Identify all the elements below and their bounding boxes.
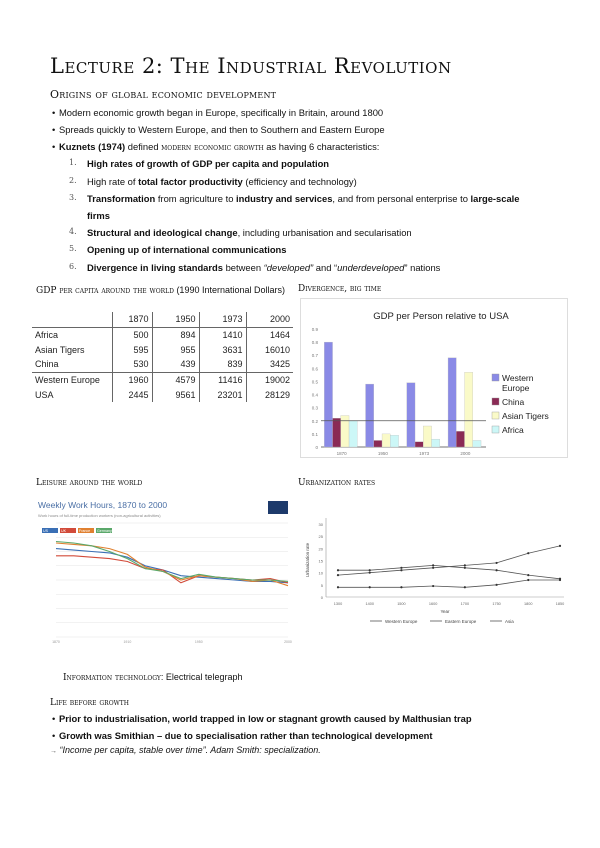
list-item: 1. High rates of growth of GDP per capita and population	[69, 158, 330, 169]
x-tick-label: 1950	[377, 451, 388, 456]
bar-china	[333, 418, 341, 447]
table-header-cell	[32, 312, 112, 327]
table-row: Africa 500 894 1410 1464	[32, 327, 293, 342]
legend-label: Western Europe	[385, 619, 418, 624]
series-line-france	[56, 543, 288, 586]
bar-western-europe	[448, 358, 456, 447]
data-point	[337, 586, 339, 588]
x-tick-label: 1700	[460, 602, 470, 606]
y-tick-label: 10	[318, 570, 323, 576]
series-line-western-europe	[338, 546, 560, 575]
data-point	[527, 552, 529, 554]
x-tick-label: 1800	[524, 602, 533, 606]
table-header-cell: 2000	[246, 312, 293, 327]
y-tick-label: 15	[318, 558, 323, 564]
list-item: 4. Structural and ideological change, including urbanisation and secularisation	[69, 227, 412, 238]
bar-asian-tigers	[382, 434, 390, 447]
y-tick-label: 0.7	[311, 353, 318, 359]
data-point	[337, 569, 339, 571]
divergence-chart	[301, 299, 567, 457]
legend-label: Asian Tigers	[502, 411, 549, 421]
data-point	[369, 569, 371, 571]
leisure-chart-frame	[36, 497, 292, 645]
publisher-logo	[268, 501, 288, 514]
data-point	[432, 564, 434, 566]
y-tick-label: 0.8	[311, 340, 318, 346]
bar-asian-tigers	[423, 426, 431, 447]
divergence-heading: Divergence, big time	[298, 284, 382, 294]
bar-africa	[432, 439, 440, 447]
x-tick-label: 1870	[52, 640, 60, 644]
data-point	[400, 567, 402, 569]
series-line-germany	[56, 542, 288, 582]
info-tech-line: Information technology: Electrical telegraph	[63, 672, 243, 683]
x-tick-label: 1300	[333, 602, 343, 606]
gdp-table	[32, 312, 293, 402]
data-point	[400, 586, 402, 588]
list-item: 6. Divergence in living standards between “developed” and “underdeveloped” nations	[69, 262, 441, 273]
leisure-chart	[36, 497, 292, 645]
legend-label: Germany	[97, 529, 112, 533]
y-tick-label: 25	[318, 534, 323, 540]
x-tick-label: 1973	[419, 451, 430, 456]
urbanization-chart	[300, 494, 570, 634]
data-point	[432, 585, 434, 587]
x-tick-label: 2000	[460, 451, 471, 456]
bar-western-europe	[407, 383, 415, 447]
x-tick-label: 1850	[555, 602, 565, 606]
data-point	[369, 586, 371, 588]
y-tick-label: 20	[318, 546, 323, 552]
data-point	[432, 567, 434, 569]
list-item-continued: firms	[87, 210, 110, 221]
y-tick-label: 30	[318, 522, 323, 527]
gdp-table-heading: GDP per capita around the world (1990 International Dollars)	[36, 285, 285, 296]
bullet-item: • Modern economic growth began in Europe, specifically in Britain, around 1800	[59, 107, 383, 118]
y-tick-label: 0.6	[311, 366, 318, 372]
legend-label: Asia	[505, 619, 514, 624]
x-tick-label: 1500	[397, 602, 406, 606]
urbanization-chart-frame	[300, 494, 570, 634]
legend-label: China	[502, 397, 525, 407]
table-header-cell: 1870	[112, 312, 152, 327]
legend-label: France	[79, 529, 91, 533]
bar-china	[415, 442, 423, 447]
data-point	[495, 569, 497, 571]
divergence-chart-frame	[300, 298, 568, 458]
x-tick-label: 1400	[365, 602, 374, 606]
data-point	[559, 545, 561, 547]
data-point	[495, 562, 497, 564]
bar-china	[456, 431, 464, 447]
y-tick-label: 0.9	[311, 327, 318, 332]
bullet-item: • Kuznets (1974) defined modern economic growth as having 6 characteristics:	[59, 141, 379, 153]
legend-swatch	[492, 426, 499, 433]
legend-swatch	[492, 412, 499, 419]
section-heading-origins: Origins of global economic development	[50, 88, 277, 101]
legend-swatch	[492, 398, 499, 405]
chart-title: GDP per Person relative to USA	[373, 311, 509, 322]
y-tick-label: 0.3	[311, 405, 318, 411]
x-tick-label: 1750	[492, 602, 501, 606]
bar-asian-tigers	[465, 372, 473, 447]
table-header-cell: 1973	[199, 312, 246, 327]
bullet-item: • Spreads quickly to Western Europe, and then to Southern and Eastern Europe	[59, 124, 385, 135]
legend-label: Africa	[502, 425, 524, 435]
bar-africa	[390, 435, 398, 447]
data-point	[559, 578, 561, 580]
x-tick-label: 2000	[284, 640, 292, 644]
bar-africa	[473, 440, 481, 447]
y-tick-label: 5	[320, 582, 323, 588]
legend-label: Western	[502, 373, 534, 383]
list-item: 3. Transformation from agriculture to industry and services, and from personal enterprise to large-scale	[69, 193, 520, 204]
y-tick-label: 0.2	[311, 418, 318, 424]
series-line-eastern-europe	[338, 580, 560, 587]
x-tick-label: 1910	[123, 640, 132, 644]
table-row: Western Europe 1960 4579 11416 19002	[32, 372, 293, 387]
data-point	[400, 569, 402, 571]
bar-china	[374, 440, 382, 447]
y-tick-label: 0	[320, 595, 323, 600]
x-tick-label: 1950	[194, 640, 203, 644]
data-point	[495, 584, 497, 586]
y-tick-label: 0	[315, 445, 318, 450]
bar-western-europe	[324, 342, 332, 447]
legend-swatch	[492, 374, 499, 381]
chart-subtitle: Work hours of full-time production workers (non-agricultural activities)	[38, 513, 161, 518]
data-point	[527, 579, 529, 581]
bullet-item: • Prior to industrialisation, world trapped in low or stagnant growth caused by Malthusian trap	[59, 713, 472, 724]
urbanization-heading: Urbanization rates	[298, 478, 376, 488]
y-axis-label: Urbanization rate	[305, 542, 310, 578]
table-row: Asian Tigers 595 955 3631 16010	[32, 342, 293, 357]
bar-western-europe	[366, 384, 374, 447]
table-row: China 530 439 839 3425	[32, 357, 293, 372]
data-point	[337, 574, 339, 576]
series-line-uk	[56, 556, 288, 583]
list-item: 2. High rate of total factor productivity (efficiency and technology)	[69, 176, 357, 187]
list-item: 5. Opening up of international communications	[69, 244, 287, 255]
y-tick-label: 0.1	[311, 431, 318, 437]
legend-label: US	[43, 529, 48, 533]
life-before-heading: Life before growth	[50, 698, 130, 708]
table-header-cell: 1950	[152, 312, 199, 327]
x-tick-label: 1870	[336, 451, 347, 456]
data-point	[464, 564, 466, 566]
y-tick-label: 0.4	[311, 392, 318, 398]
table-row: USA 2445 9561 23201 28129	[32, 387, 293, 402]
series-line-asia	[338, 565, 560, 578]
data-point	[369, 572, 371, 574]
chart-title: Weekly Work Hours, 1870 to 2000	[38, 500, 168, 510]
x-axis-label: Year	[440, 609, 450, 614]
legend-label: UK	[61, 529, 66, 533]
data-point	[527, 574, 529, 576]
page-title: Lecture 2: The Industrial Revolution	[50, 54, 452, 78]
bar-africa	[349, 421, 357, 447]
leisure-heading: Leisure around the world	[36, 478, 143, 488]
data-point	[464, 567, 466, 569]
legend-label: Eastern Europe	[445, 619, 477, 624]
legend-label: Europe	[502, 383, 530, 393]
data-point	[464, 586, 466, 588]
bullet-item: • Growth was Smithian – due to specialisation rather than technological development	[59, 730, 433, 741]
bar-asian-tigers	[341, 416, 349, 447]
quote-line: → “Income per capita, stable over time”. Adam Smith: specialization.	[50, 745, 321, 755]
x-tick-label: 1600	[428, 602, 438, 606]
y-tick-label: 0.5	[311, 379, 318, 385]
